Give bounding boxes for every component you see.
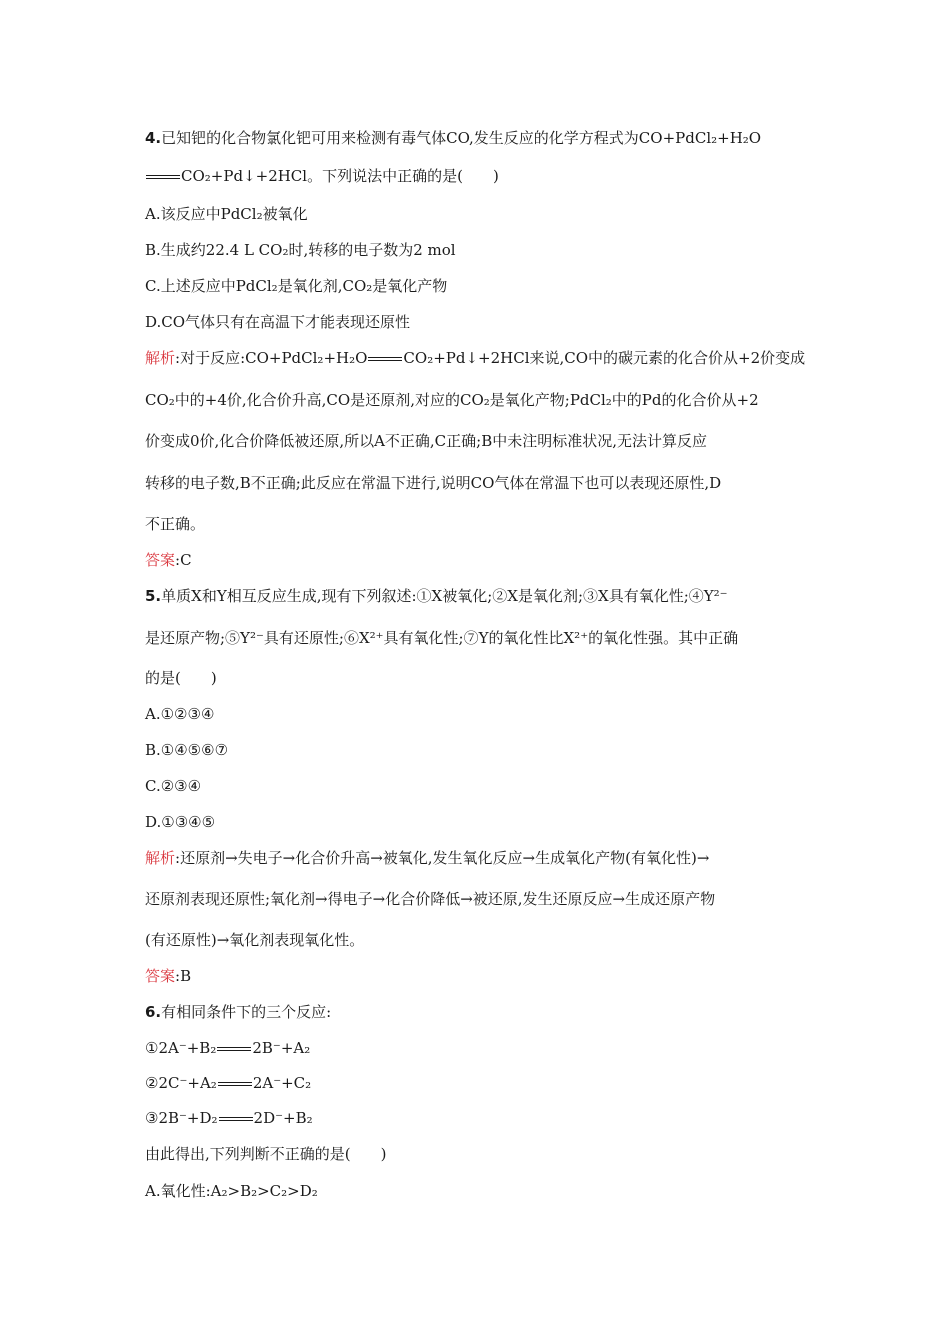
q4-number: 4.: [145, 129, 162, 147]
q5-analysis-label: 解析: [145, 849, 176, 867]
q5-number: 5.: [145, 587, 162, 605]
q6-r3-left: ③2B⁻+D₂: [145, 1109, 218, 1127]
q4-analysis-label: 解析: [145, 349, 176, 367]
q5-stem-line1: [145, 586, 728, 606]
q4-stem-text2: CO₂+Pd↓+2HCl。下列说法中正确的是( ): [181, 167, 499, 185]
q6-r1-left: ①2A⁻+B₂: [145, 1039, 217, 1057]
q6-r3-right: 2D⁻+B₂: [253, 1109, 313, 1127]
q5-analysis-text1: :还原剂→失电子→化合价升高→被氧化,发生氧化反应→生成氧化产物(有氧化性)→: [175, 849, 710, 867]
q4-analysis-line5: 不正确。: [145, 515, 206, 533]
equation-sign: [217, 1047, 251, 1051]
q6-reaction-1: [145, 1038, 310, 1058]
q6-stem: [145, 1002, 331, 1022]
q6-r1-right: 2B⁻+A₂: [252, 1039, 311, 1057]
q6-stem-line2: 由此得出,下列判断不正确的是( ): [145, 1145, 387, 1163]
q5-option-c: C.②③④: [145, 777, 202, 795]
q6-r2-right: 2A⁻+C₂: [252, 1074, 312, 1092]
q4-answer-value: :C: [175, 551, 192, 569]
q5-analysis-line1: [145, 848, 709, 868]
q4-analysis-line3: 价变成0价,化合价降低被还原,所以A不正确,C正确;B中未注明标准状况,无法计算反应: [145, 432, 708, 450]
equation-sign: [218, 1082, 252, 1086]
q5-stem-line3: 的是( ): [145, 669, 217, 687]
q5-answer: [145, 966, 191, 986]
q4-stem-text1: 已知钯的化合物氯化钯可用来检测有毒气体CO,发生反应的化学方程式为CO+PdCl₂+H₂O: [161, 129, 762, 147]
equation-sign: [219, 1117, 253, 1121]
q4-answer: [145, 550, 192, 570]
q5-option-b: B.①④⑤⑥⑦: [145, 741, 229, 759]
q4-analysis-line1: [145, 348, 805, 368]
q5-stem-line2: 是还原产物;⑤Y²⁻具有还原性;⑥X²⁺具有氧化性;⑦Y的氧化性比X²⁺的氧化性强。其中正确: [145, 629, 739, 647]
q6-stem-text: 有相同条件下的三个反应:: [161, 1003, 332, 1021]
q6-reaction-3: [145, 1108, 313, 1128]
q4-analysis-text1b: CO₂+Pd↓+2HCl来说,CO中的碳元素的化合价从+2价变成: [403, 349, 806, 367]
q4-analysis-line2: CO₂中的+4价,化合价升高,CO是还原剂,对应的CO₂是氧化产物;PdCl₂中的Pd的化合价从+2: [145, 391, 759, 409]
q4-analysis-line4: 转移的电子数,B不正确;此反应在常温下进行,说明CO气体在常温下也可以表现还原性,D: [145, 474, 722, 492]
q5-answer-value: :B: [175, 967, 192, 985]
q6-number: 6.: [145, 1003, 162, 1021]
q5-option-a: A.①②③④: [145, 705, 215, 723]
q6-r2-left: ②2C⁻+A₂: [145, 1074, 217, 1092]
q5-answer-label: 答案: [145, 967, 176, 985]
q5-analysis-line2: 还原剂表现还原性;氧化剂→得电子→化合价降低→被还原,发生还原反应→生成还原产物: [145, 890, 716, 908]
q4-analysis-text1a: :对于反应:CO+PdCl₂+H₂O: [175, 349, 368, 367]
q4-option-d: D.CO气体只有在高温下才能表现还原性: [145, 313, 411, 331]
q6-option-a: A.氧化性:A₂>B₂>C₂>D₂: [145, 1182, 318, 1200]
q5-stem-text1: 单质X和Y相互反应生成,现有下列叙述:①X被氧化;②X是氧化剂;③X具有氧化性;④Y²⁻: [161, 587, 728, 605]
equation-sign: [368, 357, 402, 361]
q5-option-d: D.①③④⑤: [145, 813, 216, 831]
q4-option-b: B.生成约22.4 L CO₂时,转移的电子数为2 mol: [145, 241, 456, 259]
equation-sign: [146, 175, 180, 179]
q4-option-c: C.上述反应中PdCl₂是氧化剂,CO₂是氧化产物: [145, 277, 448, 295]
q4-stem-line2: [145, 166, 499, 186]
q4-stem-line1: [145, 128, 761, 148]
q6-reaction-2: [145, 1073, 311, 1093]
q4-answer-label: 答案: [145, 551, 176, 569]
q4-option-a: A.该反应中PdCl₂被氧化: [145, 205, 308, 223]
q5-analysis-line3: (有还原性)→氧化剂表现氧化性。: [145, 931, 365, 949]
